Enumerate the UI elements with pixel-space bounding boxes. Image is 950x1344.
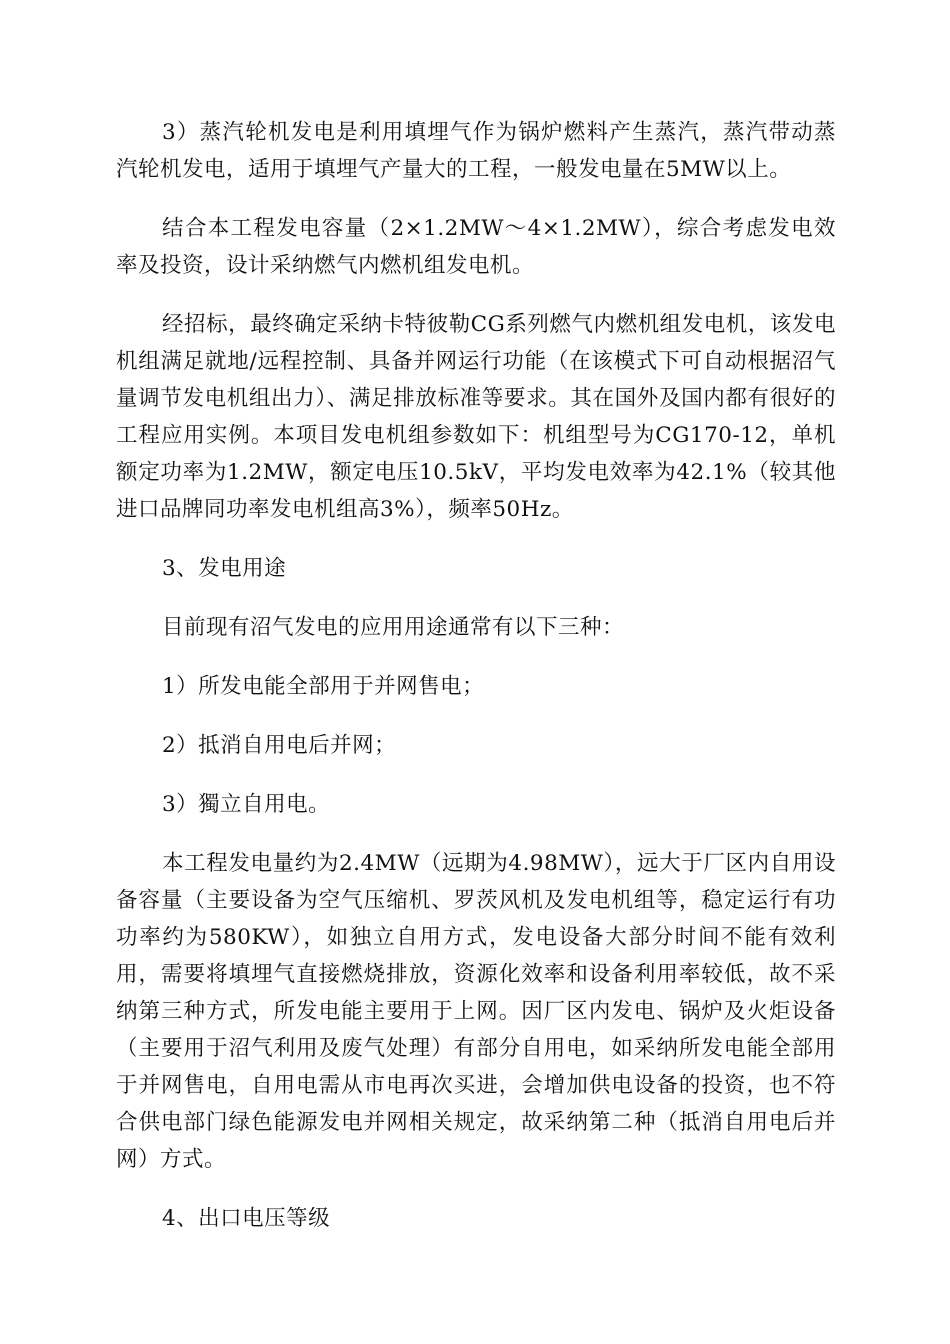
paragraph-tender-result: 经招标，最终确定采纳卡特彼勒CG系列燃气内燃机组发电机，该发电机组满足就地/远程控制、具备并网运行功能（在该模式下可自动根据沼气量调节发电机组出力）、满足排放标准等要求。其在国外及国内都有很好的工程应用实例。本项目发电机组参数如下：机组型号为CG170-12，单机额定功率为1.2MW，额定电压10.5kV，平均发电效率为42.1%（较其他进口品牌同功率发电机组高3%），频率50Hz。 [116,312,836,522]
section-heading-voltage: 4、出口电压等级 [162,1206,331,1231]
document-body [116,114,836,1237]
list-item-usage-3: 3）獨立自用电。 [162,792,331,817]
paragraph-usage-decision: 本工程发电量约为2.4MW（远期为4.98MW），远大于厂区内自用设备容量（主要设备为空气压缩机、罗茨风机及发电机组等，稳定运行有功功率约为580KW），如独立自用方式，发电设备大部分时间不能有效利用，需要将填埋气直接燃烧排放，资源化效率和设备利用率较低，故不采纳第三种方式，所发电能主要用于上网。因厂区内发电、锅炉及火炬设备（主要用于沼气利用及废气处理）有部分自用电，如采纳所发电能全部用于并网售电，自用电需从市电再次买进，会增加供电设备的投资，也不符合供电部门绿色能源发电并网相关规定，故采纳第二种（抵消自用电后并网）方式。 [116,851,836,1172]
section-heading-usage: 3、发电用途 [162,556,287,581]
paragraph-usage-intro: 目前现有沼气发电的应用用途通常有以下三种： [162,615,625,640]
list-item-usage-2: 2）抵消自用电后并网； [162,733,397,758]
paragraph-capacity-choice: 结合本工程发电容量（2×1.2MW～4×1.2MW），综合考虑发电效率及投资，设计采纳燃气内燃机组发电机。 [116,216,836,278]
list-item-usage-1: 1）所发电能全部用于并网售电； [162,674,485,699]
paragraph-steam-turbine: 3）蒸汽轮机发电是利用填埋气作为锅炉燃料产生蒸汽，蒸汽带动蒸汽轮机发电，适用于填埋气产量大的工程，一般发电量在5MW以上。 [116,120,836,182]
